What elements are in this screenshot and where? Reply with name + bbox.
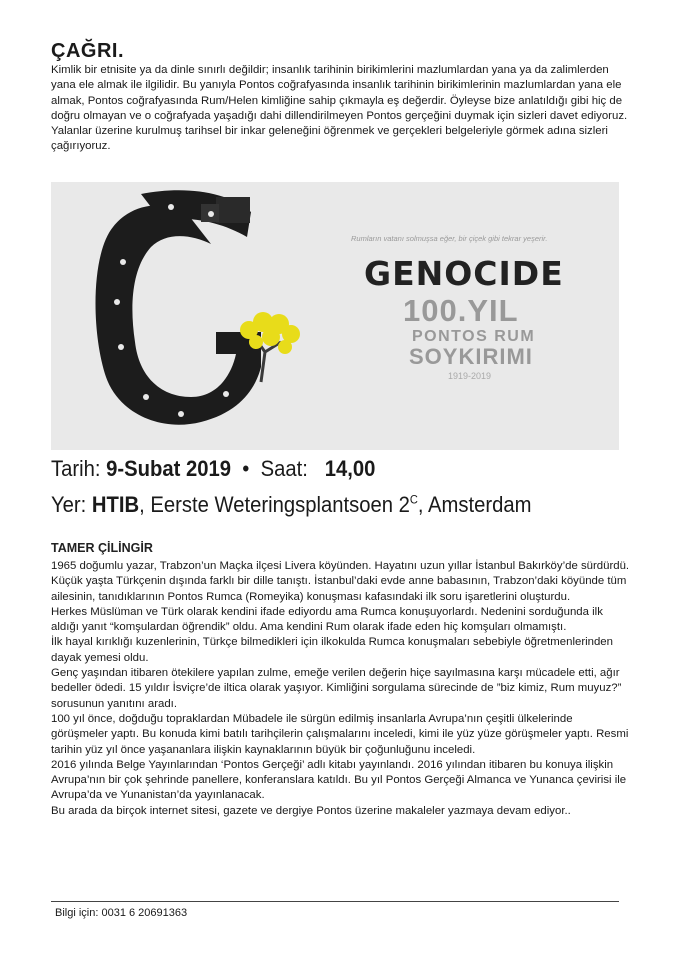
bio-paragraph: 100 yıl önce, doğduğu topraklardan Mübadele ile sürgün edilmiş insanlarla Avrupa’nın çeşitli ülkelerinde görüşmeler yaptı. Bu konuda kimi batılı tarihçilerin çalışmalarını inceledi, kimi ile yüz yüze görüşmeler yaptı. Resmi tarihin yüz yıl önce yaşananlara ilişkin kaynaklarının büyük bir çoğunluğunu inceledi. xyxy=(51,712,629,756)
figure-gap xyxy=(168,204,174,210)
crowd-g-silhouette xyxy=(96,205,261,424)
poster-line-100-yil: 100.YIL xyxy=(403,293,519,328)
event-date-line xyxy=(51,456,375,482)
intro-paragraph: Kimlik bir etnisite ya da dinle sınırlı değildir; insanlık tarihinin birikimlerini mazlumlardan yana ya da zalimlerden yana ele almak ile ilgilidir. Bu yanıyla Pontos coğrafyasında insanlık tarihinin birikimlerinin mazlumlardan yana ele almak, Pontos coğrafyasında Rum/Helen kimliğine sahip çıkmayla eş değerdir. Öyleyse bize anlatıldığı gibi hiç de doğru olmayan ve o coğrafyada yaşadığı dahi dillendirilmeyen Pontos gerçeğini duymak için sizleri davet ediyoruz. xyxy=(51,64,628,122)
place-label: Yer: xyxy=(51,492,87,517)
venue-name: HTIB xyxy=(91,492,140,517)
footer-divider xyxy=(51,901,619,902)
intro-text xyxy=(51,63,631,155)
blossom xyxy=(249,335,263,349)
bio-paragraph: 2016 yılında Belge Yayınlarından ‘Pontos Gerçeği’ adlı kitabı yayınlandı. 2016 yılından itibaren bu konuya ilişkin Avrupa’nın bir çok şehrinde panellere, konferanslara katıldı. Bu yıl Pontos Gerçeği Almanca ve Yunanca çevirisi ile Avrupa’da ve Yunanistan’da yayınlanacak. xyxy=(51,758,627,802)
building-silhouette xyxy=(216,197,250,223)
figure-gap xyxy=(178,411,184,417)
date-label: Tarih: xyxy=(51,456,101,481)
author-bio xyxy=(51,559,631,819)
poster-illustration xyxy=(51,182,619,450)
address-city: , Amsterdam xyxy=(417,492,532,517)
date-value: 9-Subat 2019 xyxy=(106,456,232,481)
intro-paragraph: Yalanlar üzerine kurulmuş tarihsel bir inkar geleneğini öğrenmek ve gerçekleri belgeleriyle görmek adına sizleri çağırıyoruz. xyxy=(51,125,608,153)
footer-contact: Bilgi için: 0031 6 20691363 xyxy=(55,907,188,919)
bio-paragraph: Genç yaşından itibaren ötekilere yapılan zulme, emeğe verilen değerin hiçe sayılmasına karşı mücadele etti, ağır bedeller ödedi. 15 yıldır İsviçre’de iltica olarak yaşıyor. Kimliğini sorgulama sürecinde de ”biz kimiz, Rum muyuz?” sorusunun yanıtını aradı. xyxy=(51,667,622,710)
figure-gap xyxy=(143,394,149,400)
address-superscript: C xyxy=(409,492,418,507)
bio-paragraph: İlk hayal kırıklığı kuzenlerinin, Türkçe bilmedikleri için ilkokulda Rumca konuşmaları sebebiyle öğretmenlerinden dayak yemesi oldu. xyxy=(51,636,613,664)
poster-line-pontos-rum: PONTOS RUM xyxy=(412,328,536,345)
blossom xyxy=(262,328,280,346)
blossom xyxy=(278,340,292,354)
time-label: Saat: xyxy=(260,456,308,481)
event-place-line xyxy=(51,492,531,518)
page-title: ÇAĞRI. xyxy=(51,40,124,62)
poster-headline: GENOCIDE xyxy=(364,254,564,293)
bullet-separator: • xyxy=(242,456,250,481)
bio-paragraph: Bu arada da birçok internet sitesi, gazete ve dergiye Pontos üzerine makaleler yazmaya devam ediyor.. xyxy=(51,804,571,817)
bio-paragraph: 1965 doğumlu yazar, Trabzon’un Maçka ilçesi Livera köyünden. Hayatını uzun yıllar İstanbul Bakırköy’de sürdürdü. Küçük yaşta Türkçenin dışında farklı bir dille tanıştı. İstanbul’daki evde anne babasının, Trabzon’daki köyünde tüm ailesinin, tanıdıklarının Pontos Rumca (Romeyika) konuşması kafasındaki ilk soru işaretlerini oluşturdu. xyxy=(51,560,630,603)
figure-gap xyxy=(120,259,126,265)
poster-line-soykirimi: SOYKIRIMI xyxy=(409,344,533,369)
figure-gap xyxy=(114,299,120,305)
time-value: 14,00 xyxy=(324,456,376,481)
poster-years: 1919-2019 xyxy=(448,371,492,381)
event-poster xyxy=(51,182,619,450)
figure-gap xyxy=(118,344,124,350)
figure-gap xyxy=(208,211,214,217)
address: , Eerste Weteringsplantsoen 2 xyxy=(139,492,410,517)
poster-slogan: Rumların vatanı solmuşsa eğer, bir çiçek gibi tekrar yeşerir. xyxy=(351,234,548,243)
author-name: TAMER ÇİLİNGİR xyxy=(51,541,153,555)
bio-paragraph: Herkes Müslüman ve Türk olarak kendini ifade ediyordu ama Rumca konuşuyorlardı. Nedenini sorduğunda ilk aldığı yanıt “komşulardan öğrendik” oldu. Ama kendini Rum olarak ifade eden hiç komşuları olmamıştı. xyxy=(51,605,603,634)
figure-gap xyxy=(223,391,229,397)
